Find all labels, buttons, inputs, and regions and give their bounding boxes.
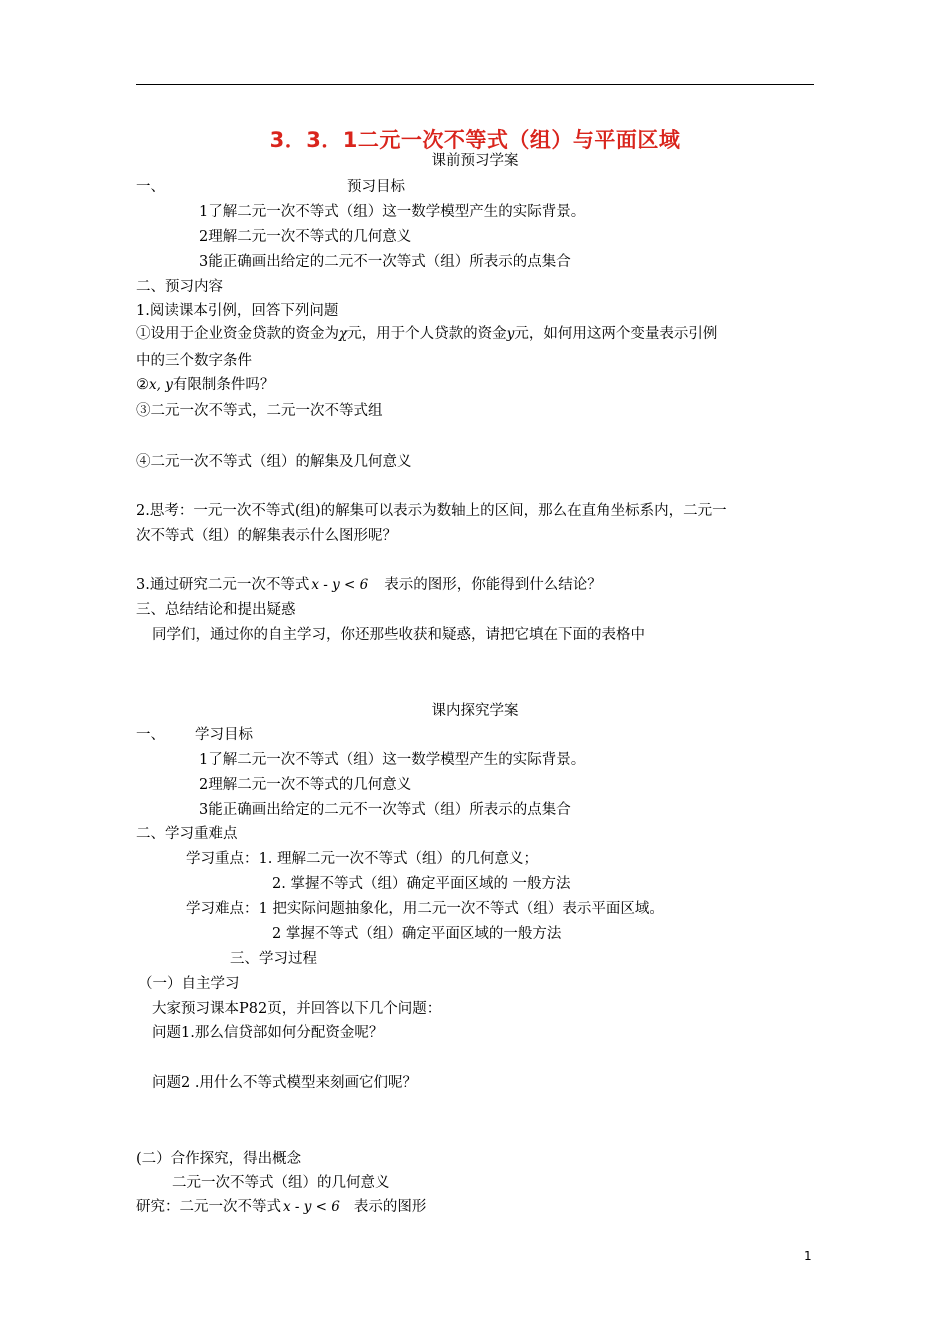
question-1b-post: 有限制条件吗？ [172,377,275,393]
summary-text: 同学们，通过你的自主学习，你还那些收获和疑惑，请把它填在下面的表格中 [152,627,645,643]
coop-subheading: 二元一次不等式（组）的几何意义 [172,1175,390,1191]
goal-item: 2理解二元一次不等式的几何意义 [199,229,412,245]
question-1c: ③二元一次不等式，二元一次不等式组 [136,403,383,419]
summary-heading: 三、总结结论和提出疑惑 [136,602,296,618]
question-3-post: 表示的图形，你能得到什么结论？ [384,577,602,593]
research-line [136,1198,426,1216]
research-pre: 研究：二元一次不等式 [136,1199,281,1215]
key-point-1: 学习重点：1. 理解二元一次不等式（组）的几何意义； [186,851,538,867]
question-1a [136,325,717,343]
goal-item: 3能正确画出给定的二元不一次等式（组）所表示的点集合 [199,254,571,270]
research-post: 表示的图形 [353,1199,427,1215]
process-heading: 三、学习过程 [230,951,317,967]
self-study-text: 大家预习课本P82页，并回答以下几个问题： [152,1001,442,1017]
question-1a-post: 元，如何用这两个变量表示引例 [514,326,718,342]
learn-goal-item: 3能正确画出给定的二元不一次等式（组）所表示的点集合 [199,802,571,818]
learn-goal-item: 2理解二元一次不等式的几何意义 [199,777,412,793]
problem-2: 问题2 .用什么不等式模型来刻画它们呢？ [152,1075,417,1091]
key-heading: 二、学习重难点 [136,826,238,842]
question-1a-line2: 中的三个数字条件 [136,353,252,369]
question-1b-pre: ② [136,377,149,393]
key-point-2: 2. 掌握不等式（组）确定平面区域的 一般方法 [272,876,571,892]
difficulty-point-2: 2 掌握不等式（组）确定平面区域的一般方法 [272,926,562,942]
question-1a-pre: ①设用于企业资金贷款的资金为 [136,326,339,342]
learn-goals-label: 学习目标 [195,727,253,743]
research-inequality: x - y < 6 [283,1199,340,1215]
question-2-line1: 2.思考：一元一次不等式(组)的解集可以表示为数轴上的区间，那么在直角坐标系内，二元一 [136,503,727,519]
document-title: 3．3．1二元一次不等式（组）与平面区域 [269,128,681,152]
question-3-pre: 3.通过研究二元一次不等式 [136,577,310,593]
question-1a-mid: 元，用于个人贷款的资金 [347,326,507,342]
variable-y: y [506,326,515,342]
question-1b [136,376,274,394]
section-heading-in: 课内探究学案 [431,703,519,719]
question-3-inequality: x - y < 6 [311,577,369,593]
header-rule [136,84,814,85]
question-3 [136,576,602,594]
coop-heading: (二）合作探究，得出概念 [136,1151,302,1167]
goal-item: 1了解二元一次不等式（组）这一数学模型产生的实际背景。 [199,204,586,220]
page-number: 1 [804,1249,812,1263]
question-1b-math: x, y [149,377,173,393]
problem-1: 问题1.那么信贷部如何分配资金呢？ [152,1025,384,1041]
self-study-heading: （一）自主学习 [138,976,240,992]
question-1d: ④二元一次不等式（组）的解集及几何意义 [136,454,412,470]
variable-x: χ [339,326,348,342]
content-heading: 二、预习内容 [136,279,223,295]
question-2-line2: 次不等式（组）的解集表示什么图形呢？ [136,528,397,544]
question-1: 1.阅读课本引例，回答下列问题 [136,303,339,319]
goals-label: 预习目标 [347,179,405,195]
goals-number: 一、 [136,179,165,195]
difficulty-point-1: 学习难点：1 把实际问题抽象化，用二元一次不等式（组）表示平面区域。 [186,901,664,917]
section-heading-pre: 课前预习学案 [431,153,519,169]
learn-goal-item: 1了解二元一次不等式（组）这一数学模型产生的实际背景。 [199,752,586,768]
learn-goals-number: 一、 [136,727,165,743]
